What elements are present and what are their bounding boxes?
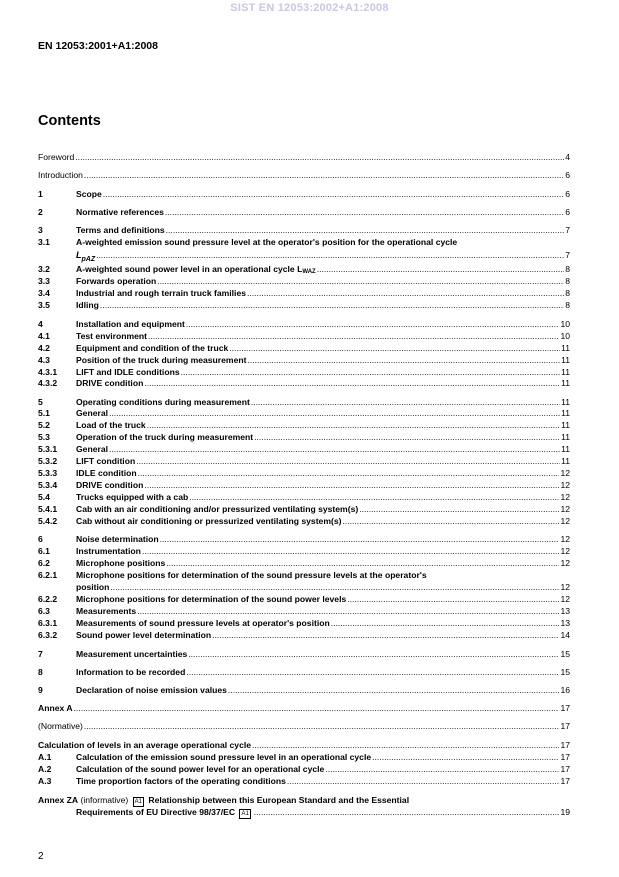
amendment-marker-icon: A1 [241, 811, 249, 817]
toc-entry[interactable]: 6.3.2 Sound power level determination ..... 14 [38, 630, 570, 641]
toc-entry[interactable]: 5.4.2 Cab without air conditioning or pressurized ventilating system(s) ..... 12 [38, 516, 570, 527]
toc-label: Terms and definitions [76, 225, 165, 235]
toc-page: 6 [565, 189, 570, 199]
toc-entry[interactable]: 3 Terms and definitions ..... 7 [38, 225, 570, 236]
toc-label: Normative references [76, 207, 164, 217]
toc-page: 8 [565, 264, 570, 274]
toc-entry[interactable]: A.3 Time proportion factors of the operating conditions ..... 17 [38, 776, 570, 787]
toc-page: 7 [565, 225, 570, 235]
toc-entry[interactable]: A.2 Calculation of the sound power level for an operational cycle ..... 17 [38, 764, 570, 775]
toc-entry[interactable]: 6.1 Instrumentation ..... 12 [38, 546, 570, 557]
toc-entry[interactable]: 5.4 Trucks equipped with a cab ..... 12 [38, 492, 570, 503]
toc-entry[interactable]: 1 Scope ..... 6 [38, 189, 570, 200]
toc-entry[interactable]: 5.1 General ..... 11 [38, 408, 570, 419]
page-title: Contents [38, 113, 101, 129]
toc-entry[interactable]: 5.3 Operation of the truck during measurement ..... 11 [38, 432, 570, 443]
toc-entry[interactable]: 5.3.2 LIFT condition ..... 11 [38, 456, 570, 467]
toc-entry[interactable]: 4.1 Test environment ..... 10 [38, 331, 570, 342]
toc-label: Introduction [38, 170, 83, 180]
toc-entry-first-line[interactable]: 6.2.1 Microphone positions for determination of the sound pressure levels at the operator's [38, 570, 427, 580]
toc-entry[interactable]: 5.3.3 IDLE condition ..... 12 [38, 468, 570, 479]
toc-entry[interactable]: 6.2.2 Microphone positions for determination of the sound power levels ..... 12 [38, 594, 570, 605]
toc-page: 6 [565, 207, 570, 217]
toc-entry-second-line[interactable]: $L_{pAZ}$ ..... 7 [38, 250, 570, 261]
toc-entry[interactable]: 6 Noise determination ..... 12 [38, 534, 570, 545]
toc-page: 6 [565, 170, 570, 180]
toc-entry[interactable]: 6.2 Microphone positions ..... 12 [38, 558, 570, 569]
page-number: 2 [38, 851, 44, 862]
toc-label: A-weighted sound power level in an operational cycle L [76, 264, 303, 274]
toc-page: 4 [565, 152, 570, 162]
toc-entry[interactable]: 3.4 Industrial and rough terrain truck families ..... 8 [38, 288, 570, 299]
toc-entry[interactable]: 5 Operating conditions during measurement ..... 11 [38, 397, 570, 408]
toc-entry[interactable]: 4.2 Equipment and condition of the truck ..... 11 [38, 343, 570, 354]
toc-entry[interactable]: 4.3.2 DRIVE condition ..... 11 [38, 378, 570, 389]
document-id: EN 12053:2001+A1:2008 [38, 40, 158, 52]
toc-entry[interactable]: A.1 Calculation of the emission sound pressure level in an operational cycle ..... 17 [38, 752, 570, 763]
toc-entry-annex-a[interactable]: Annex A ..... 17 [38, 703, 570, 714]
toc-entry[interactable]: 6.3.1 Measurements of sound pressure levels at operator's position ..... 13 [38, 618, 570, 629]
watermark: SIST EN 12053:2002+A1:2008 [230, 2, 389, 14]
toc-label: Foreword [38, 152, 75, 162]
toc-entry[interactable]: Calculation of levels in an average operational cycle ..... 17 [38, 740, 570, 751]
toc-entry-first-line[interactable]: 3.1 A-weighted emission sound pressure level at the operator's position for the operational cycle [38, 237, 458, 247]
toc-entry-annex-za[interactable]: Annex ZA (informative) A1 Relationship between this European Standard and the Essential [38, 795, 410, 805]
toc-entry[interactable]: 2 Normative references ..... 6 [38, 207, 570, 218]
toc-entry-second-line[interactable]: position ..... 12 [38, 582, 570, 593]
toc-entry[interactable]: 9 Declaration of noise emission values ..... 16 [38, 685, 570, 696]
amendment-marker-icon: A1 [134, 799, 142, 805]
toc-page: 7 [565, 250, 570, 260]
toc-entry[interactable]: 4.3.1 LIFT and IDLE conditions ..... 11 [38, 367, 570, 378]
toc-entry[interactable]: 4.3 Position of the truck during measurement ..... 11 [38, 355, 570, 366]
toc-entry[interactable]: 8 Information to be recorded ..... 15 [38, 667, 570, 678]
toc-entry[interactable]: 3.5 Idling ..... 8 [38, 300, 570, 311]
toc-label: Scope [76, 189, 102, 199]
toc-entry[interactable]: 3.3 Forwards operation ..... 8 [38, 276, 570, 287]
toc-entry[interactable]: 5.4.1 Cab with an air conditioning and/or pressurized ventilating system(s) ..... 12 [38, 504, 570, 515]
toc-entry-normative[interactable]: (Normative) ..... 17 [38, 721, 570, 732]
toc-entry[interactable]: 3.2 A-weighted sound power level in an operational cycle LWAZ ..... 8 [38, 264, 570, 275]
toc-entry-foreword[interactable] [38, 152, 570, 163]
toc-entry[interactable]: 6.3 Measurements ..... 13 [38, 606, 570, 617]
toc-entry[interactable]: 5.3.1 General ..... 11 [38, 444, 570, 455]
toc-entry[interactable]: 5.3.4 DRIVE condition ..... 12 [38, 480, 570, 491]
toc-label: A-weighted emission sound pressure level at the operator's position for the operational cycle [76, 237, 458, 247]
toc-entry[interactable]: 4 Installation and equipment ..... 10 [38, 319, 570, 330]
toc-entry[interactable]: 7 Measurement uncertainties ..... 15 [38, 649, 570, 660]
toc-entry-second-line[interactable]: Requirements of EU Directive 98/37/EC A1 ..... 19 [38, 807, 570, 818]
toc-entry-introduction[interactable] [38, 170, 570, 181]
toc-entry[interactable]: 5.2 Load of the truck ..... 11 [38, 420, 570, 431]
